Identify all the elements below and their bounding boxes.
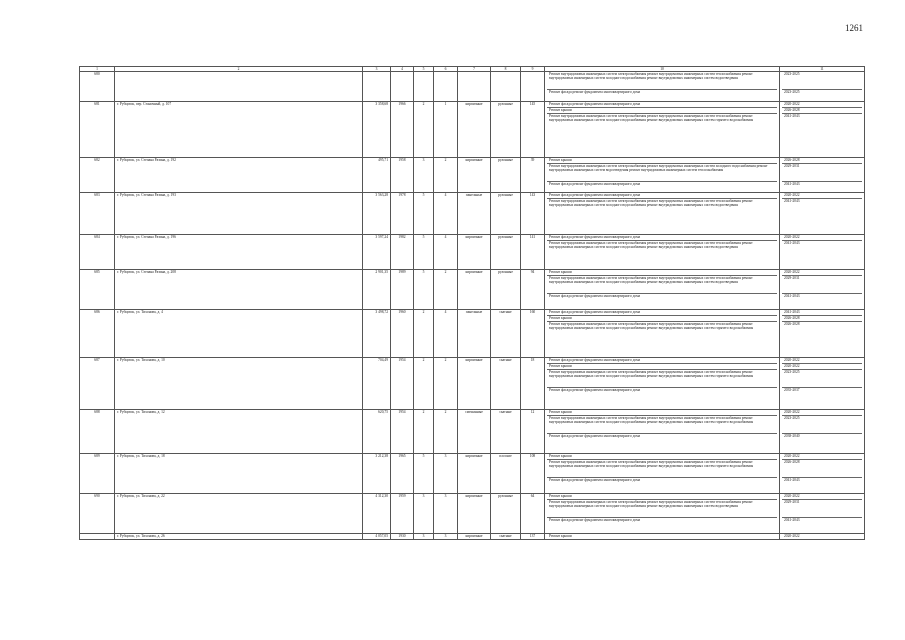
wall-material-cell: кирпичные [458, 235, 491, 270]
address-cell: г. Рубцовск, ул. Тихонова, д. 12 [115, 410, 363, 454]
address-cell: г. Рубцовск, ул. Тихонова, д. 4 [115, 310, 363, 358]
entrances-cell: 2 [434, 270, 458, 310]
entrances-cell: 3 [434, 494, 458, 534]
work-item: Ремонт внутридомовых инженерных систем электроснабжения ремонт внутридомовых инженерных систем теплоснабжения ремонт внутридомовых инженерных систем холодного водоснабжения ремонт внутридомовых инженерных систем водоотведения [547, 276, 777, 294]
work-item: Ремонт фасада ремонт фундамента многоквартирного дома [547, 310, 777, 316]
floors-cell: 2 [414, 410, 434, 454]
area-cell: 4 057,05 [363, 534, 391, 540]
work-item: Ремонт крыши [547, 454, 777, 460]
column-header-2: 2 [115, 67, 363, 72]
area-cell: 3 498,72 [363, 310, 391, 358]
work-period: 2020-2022 [782, 270, 862, 276]
flats-count-cell: 39 [521, 158, 545, 193]
flats-count-cell: 137 [521, 534, 545, 540]
year-built-cell: 1959 [391, 494, 414, 534]
periods-list-cell [780, 310, 865, 358]
address-cell [115, 72, 363, 102]
year-built-cell: 1989 [391, 270, 414, 310]
work-period: 2020-2022 [782, 193, 862, 199]
flats-count-cell: 18 [521, 358, 545, 410]
floors-cell: 5 [414, 235, 434, 270]
flats-count-cell: 141 [521, 235, 545, 270]
table-row [80, 270, 865, 310]
roof-type-cell: рулонные [491, 158, 521, 193]
work-period: 2020-2022 [782, 454, 862, 460]
column-header-9: 9 [521, 67, 545, 72]
periods-list-cell [780, 72, 865, 102]
column-header-10: 10 [545, 67, 780, 72]
flats-count-cell [521, 72, 545, 102]
table-row [80, 494, 865, 534]
entrances-cell: 2 [434, 158, 458, 193]
periods-list-cell [780, 454, 865, 494]
work-item: Ремонт крыши [547, 494, 777, 500]
address-cell: г. Рубцовск, ул. Тихонова, д. 22 [115, 494, 363, 534]
column-header-4: 4 [391, 67, 414, 72]
wall-material-cell: кирпичные [458, 270, 491, 310]
table-row [80, 158, 865, 193]
row-number-cell: 687 [80, 358, 115, 410]
table-row [80, 310, 865, 358]
area-cell [363, 72, 391, 102]
roof-type-cell: рулонные [491, 270, 521, 310]
roof-type-cell: рулонные [491, 193, 521, 235]
works-list-cell [545, 235, 780, 270]
roof-type-cell: скатные [491, 310, 521, 358]
works-list-cell [545, 158, 780, 193]
periods-list-cell [780, 102, 865, 158]
address-cell: г. Рубцовск, ул. Степана Разина, д. 208 [115, 270, 363, 310]
work-period: 2026-2028 [782, 460, 862, 478]
works-list-cell [545, 72, 780, 102]
table-row [80, 72, 865, 102]
wall-material-cell: кирпичные [458, 494, 491, 534]
works-list-cell [545, 193, 780, 235]
work-item: Ремонт внутридомовых инженерных систем электроснабжения ремонт внутридомовых инженерных систем теплоснабжения ремонт внутридомовых инженерных систем холодного водоснабжения ремонт внутридомовых инженерных систем горячего водоснабжения [549, 114, 754, 123]
wall-material-cell: кирпичные [458, 102, 491, 158]
year-built-cell: 1965 [391, 454, 414, 494]
work-period: 2020-2022 [782, 235, 862, 241]
flats-count-cell: 12 [521, 410, 545, 454]
row-number-cell: 684 [80, 235, 115, 270]
work-period: 2035-2037 [784, 388, 800, 393]
roof-type-cell: рулонные [491, 494, 521, 534]
work-period: 2026-2028 [782, 316, 862, 322]
address-cell: г. Рубцовск, пер. Станочный, д. 107 [115, 102, 363, 158]
work-item: Ремонт внутридомовых инженерных систем электроснабжения ремонт внутридомовых инженерных систем теплоснабжения ремонт внутридомовых инженерных систем холодного водоснабжения ремонт внутридомовых инженерных систем горячего водоснабжения [549, 322, 754, 331]
roof-type-cell: скатные [491, 358, 521, 410]
column-header-3: 3 [363, 67, 391, 72]
row-number-cell: 688 [80, 410, 115, 454]
work-period: 2020-2022 [782, 410, 862, 416]
work-period: 2023-2025 [782, 72, 862, 90]
row-number-cell: 686 [80, 310, 115, 358]
work-item: Ремонт фасада ремонт фундамента многоквартирного дома [549, 388, 641, 393]
flats-count-cell: 94 [521, 270, 545, 310]
work-period: 2026-2028 [782, 108, 862, 114]
periods-list-cell [780, 193, 865, 235]
roof-type-cell [491, 72, 521, 102]
column-header-1: 1 [80, 67, 115, 72]
row-number-cell: 685 [80, 270, 115, 310]
row-number-cell: 690 [80, 494, 115, 534]
table-row [80, 454, 865, 494]
year-built-cell: 1954 [391, 410, 414, 454]
row-number-cell: 680 [80, 72, 115, 102]
floors-cell: 3 [414, 534, 434, 540]
works-list-cell [545, 534, 780, 540]
periods-list-cell [780, 534, 865, 540]
year-built-cell: 1960 [391, 310, 414, 358]
work-period: 2023-2025 [784, 90, 800, 95]
work-period: 2029-2031 [782, 500, 862, 518]
floors-cell: 5 [414, 270, 434, 310]
works-list-cell [545, 310, 780, 358]
row-number-cell: 689 [80, 454, 115, 494]
work-item: Ремонт фасада ремонт фундамента многоквартирного дома [549, 182, 641, 187]
wall-material-cell: смешанные [458, 410, 491, 454]
work-period: 2041-2043 [784, 114, 800, 119]
column-header-5: 5 [414, 67, 434, 72]
work-item: Ремонт внутридомовых инженерных систем электроснабжения ремонт внутридомовых инженерных систем теплоснабжения ремонт внутридомовых инженерных систем холодного водоснабжения ремонт внутридомовых инженерных систем водоотведения [547, 72, 777, 90]
work-item: Ремонт фасада ремонт фундамента многоквартирного дома [547, 235, 777, 241]
capital-repair-table [79, 66, 865, 540]
work-period: 2023-2025 [782, 416, 862, 434]
work-period: 2029-2031 [782, 276, 862, 294]
table-row [80, 102, 865, 158]
work-item: Ремонт фасада ремонт фундамента многоквартирного дома [547, 358, 777, 364]
work-item: Ремонт внутридомовых инженерных систем электроснабжения ремонт внутридомовых инженерных систем теплоснабжения ремонт внутридомовых инженерных систем холодного водоснабжения ремонт внутридомовых инженерных систем горячего водоснабжения [547, 460, 777, 478]
roof-type-cell: рулонные [491, 235, 521, 270]
column-header-7: 7 [458, 67, 491, 72]
area-cell: 3 358,68 [363, 102, 391, 158]
entrances-cell: 2 [434, 410, 458, 454]
table-row [80, 193, 865, 235]
column-header-8: 8 [491, 67, 521, 72]
year-built-cell: 1978 [391, 193, 414, 235]
entrances-cell: 2 [434, 358, 458, 410]
work-period: 2026-2028 [782, 158, 862, 164]
work-item: Ремонт фасада ремонт фундамента многоквартирного дома [549, 478, 641, 483]
flats-count-cell: 160 [521, 310, 545, 358]
works-list-cell [545, 410, 780, 454]
roof-type-cell: плоские [491, 454, 521, 494]
work-period: 2041-2043 [784, 241, 800, 246]
address-cell: г. Рубцовск, ул. Тихонова, д. 26 [115, 534, 363, 540]
works-list-cell [545, 270, 780, 310]
area-cell: 3 563,28 [363, 193, 391, 235]
work-period: 2020-2022 [782, 364, 862, 370]
works-list-cell [545, 454, 780, 494]
table-body [80, 72, 865, 540]
work-item: Ремонт фасада ремонт фундамента многоквартирного дома [549, 434, 641, 439]
periods-list-cell [780, 410, 865, 454]
row-number-cell [80, 534, 115, 540]
year-built-cell [391, 72, 414, 102]
work-period: 2029-2031 [782, 164, 862, 182]
work-period: 2020-2022 [782, 494, 862, 500]
floors-cell: 3 [414, 494, 434, 534]
table-row [80, 358, 865, 410]
flats-count-cell: 143 [521, 193, 545, 235]
work-period: 2041-2043 [784, 518, 800, 523]
entrances-cell: 1 [434, 102, 458, 158]
roof-type-cell: скатные [491, 534, 521, 540]
entrances-cell: 3 [434, 534, 458, 540]
work-period: 2020-2022 [782, 102, 862, 108]
year-built-cell: 1958 [391, 158, 414, 193]
work-item: Ремонт фасада ремонт фундамента многоквартирного дома [549, 294, 641, 299]
year-built-cell: 1982 [391, 235, 414, 270]
year-built-cell: 1954 [391, 358, 414, 410]
year-built-cell: 1966 [391, 102, 414, 158]
work-period: 2038-2040 [784, 434, 800, 439]
wall-material-cell: панельные [458, 310, 491, 358]
works-list-cell [545, 102, 780, 158]
work-item: Ремонт внутридомовых инженерных систем электроснабжения ремонт внутридомовых инженерных систем теплоснабжения ремонт внутридомовых инженерных систем холодного водоснабжения ремонт внутридомовых инженерных систем водоотведения [549, 241, 753, 250]
area-cell: 3 597,24 [363, 235, 391, 270]
work-period: 2023-2025 [782, 370, 862, 388]
flats-count-cell: 64 [521, 494, 545, 534]
entrances-cell [434, 72, 458, 102]
work-period: 2041-2043 [784, 294, 800, 299]
work-item: Ремонт внутридомовых инженерных систем электроснабжения ремонт внутридомовых инженерных систем теплоснабжения ремонт внутридомовых инженерных систем холодного водоснабжения ремонт внутридомовых инженерных систем водоотведения [547, 500, 777, 518]
works-list-cell [545, 494, 780, 534]
wall-material-cell: панельные [458, 193, 491, 235]
periods-list-cell [780, 158, 865, 193]
work-period: 2020-2022 [782, 358, 862, 364]
periods-list-cell [780, 270, 865, 310]
wall-material-cell: кирпичные [458, 158, 491, 193]
area-cell: 620,75 [363, 410, 391, 454]
periods-list-cell [780, 358, 865, 410]
floors-cell: 2 [414, 310, 434, 358]
wall-material-cell: кирпичные [458, 534, 491, 540]
floors-cell: 2 [414, 102, 434, 158]
column-header-6: 6 [434, 67, 458, 72]
area-cell: 704,49 [363, 358, 391, 410]
flats-count-cell: 108 [521, 454, 545, 494]
work-item: Ремонт крыши [547, 316, 777, 322]
floors-cell: 3 [414, 158, 434, 193]
work-period: 2026-2028 [784, 322, 800, 327]
floors-cell: 5 [414, 454, 434, 494]
roof-type-cell: скатные [491, 410, 521, 454]
wall-material-cell: кирпичные [458, 454, 491, 494]
work-item: Ремонт крыши [547, 108, 777, 114]
year-built-cell: 1930 [391, 534, 414, 540]
entrances-cell: 4 [434, 235, 458, 270]
work-item: Ремонт крыши [547, 158, 777, 164]
work-item: Ремонт фасада ремонт фундамента многоквартирного дома [547, 193, 777, 199]
entrances-cell: 4 [434, 193, 458, 235]
area-cell: 495,71 [363, 158, 391, 193]
work-period: 2041-2043 [784, 199, 800, 204]
area-cell: 2 901,35 [363, 270, 391, 310]
work-period: 2041-2043 [782, 310, 862, 316]
entrances-cell: 3 [434, 454, 458, 494]
work-item: Ремонт крыши [547, 364, 777, 370]
periods-list-cell [780, 235, 865, 270]
row-number-cell: 683 [80, 193, 115, 235]
floors-cell [414, 72, 434, 102]
floors-cell: 5 [414, 193, 434, 235]
address-cell: г. Рубцовск, ул. Степана Разина, д. 193 [115, 193, 363, 235]
work-period: 2020-2022 [784, 534, 800, 539]
work-period: 2041-2043 [784, 478, 800, 483]
works-list-cell [545, 358, 780, 410]
work-item: Ремонт внутридомовых инженерных систем электроснабжения ремонт внутридомовых инженерных систем холодного водоснабжения ремонт внутридомовых инженерных систем водоотведения ремонт внутридомовых инженерных систем теплоснабжения [547, 164, 777, 182]
address-cell: г. Рубцовск, ул. Степана Разина, д. 192 [115, 158, 363, 193]
page-number: 1261 [845, 23, 863, 33]
row-number-cell: 681 [80, 102, 115, 158]
column-header-11: 11 [780, 67, 865, 72]
address-cell: г. Рубцовск, ул. Степана Разина, д. 196 [115, 235, 363, 270]
table-row [80, 235, 865, 270]
address-cell: г. Рубцовск, ул. Тихонова, д. 10 [115, 358, 363, 410]
area-cell: 3 212,38 [363, 454, 391, 494]
roof-type-cell: рулонные [491, 102, 521, 158]
work-item: Ремонт внутридомовых инженерных систем электроснабжения ремонт внутридомовых инженерных систем теплоснабжения ремонт внутридомовых инженерных систем холодного водоснабжения ремонт внутридомовых инженерных систем горячего водоснабжения [547, 370, 777, 388]
periods-list-cell [780, 494, 865, 534]
row-number-cell: 682 [80, 158, 115, 193]
work-item: Ремонт крыши [547, 410, 777, 416]
address-cell: г. Рубцовск, ул. Тихонова, д. 18 [115, 454, 363, 494]
work-item: Ремонт фасада ремонт фундамента многоквартирного дома [547, 102, 777, 108]
work-item: Ремонт крыши [549, 534, 572, 539]
table-row [80, 534, 865, 540]
flats-count-cell: 145 [521, 102, 545, 158]
work-item: Ремонт фасада ремонт фундамента многоквартирного дома [549, 90, 641, 95]
wall-material-cell [458, 72, 491, 102]
work-period: 2041-2043 [784, 182, 800, 187]
floors-cell: 2 [414, 358, 434, 410]
work-item: Ремонт крыши [547, 270, 777, 276]
wall-material-cell: кирпичные [458, 358, 491, 410]
work-item: Ремонт внутридомовых инженерных систем электроснабжения ремонт внутридомовых инженерных систем теплоснабжения ремонт внутридомовых инженерных систем холодного водоснабжения ремонт внутридомовых инженерных систем водоотведения [549, 199, 753, 208]
table-row [80, 410, 865, 454]
work-item: Ремонт внутридомовых инженерных систем электроснабжения ремонт внутридомовых инженерных систем теплоснабжения ремонт внутридомовых инженерных систем холодного водоснабжения ремонт внутридомовых инженерных систем горячего водоснабжения [547, 416, 777, 434]
entrances-cell: 4 [434, 310, 458, 358]
area-cell: 4 312,30 [363, 494, 391, 534]
work-item: Ремонт фасада ремонт фундамента многоквартирного дома [549, 518, 641, 523]
